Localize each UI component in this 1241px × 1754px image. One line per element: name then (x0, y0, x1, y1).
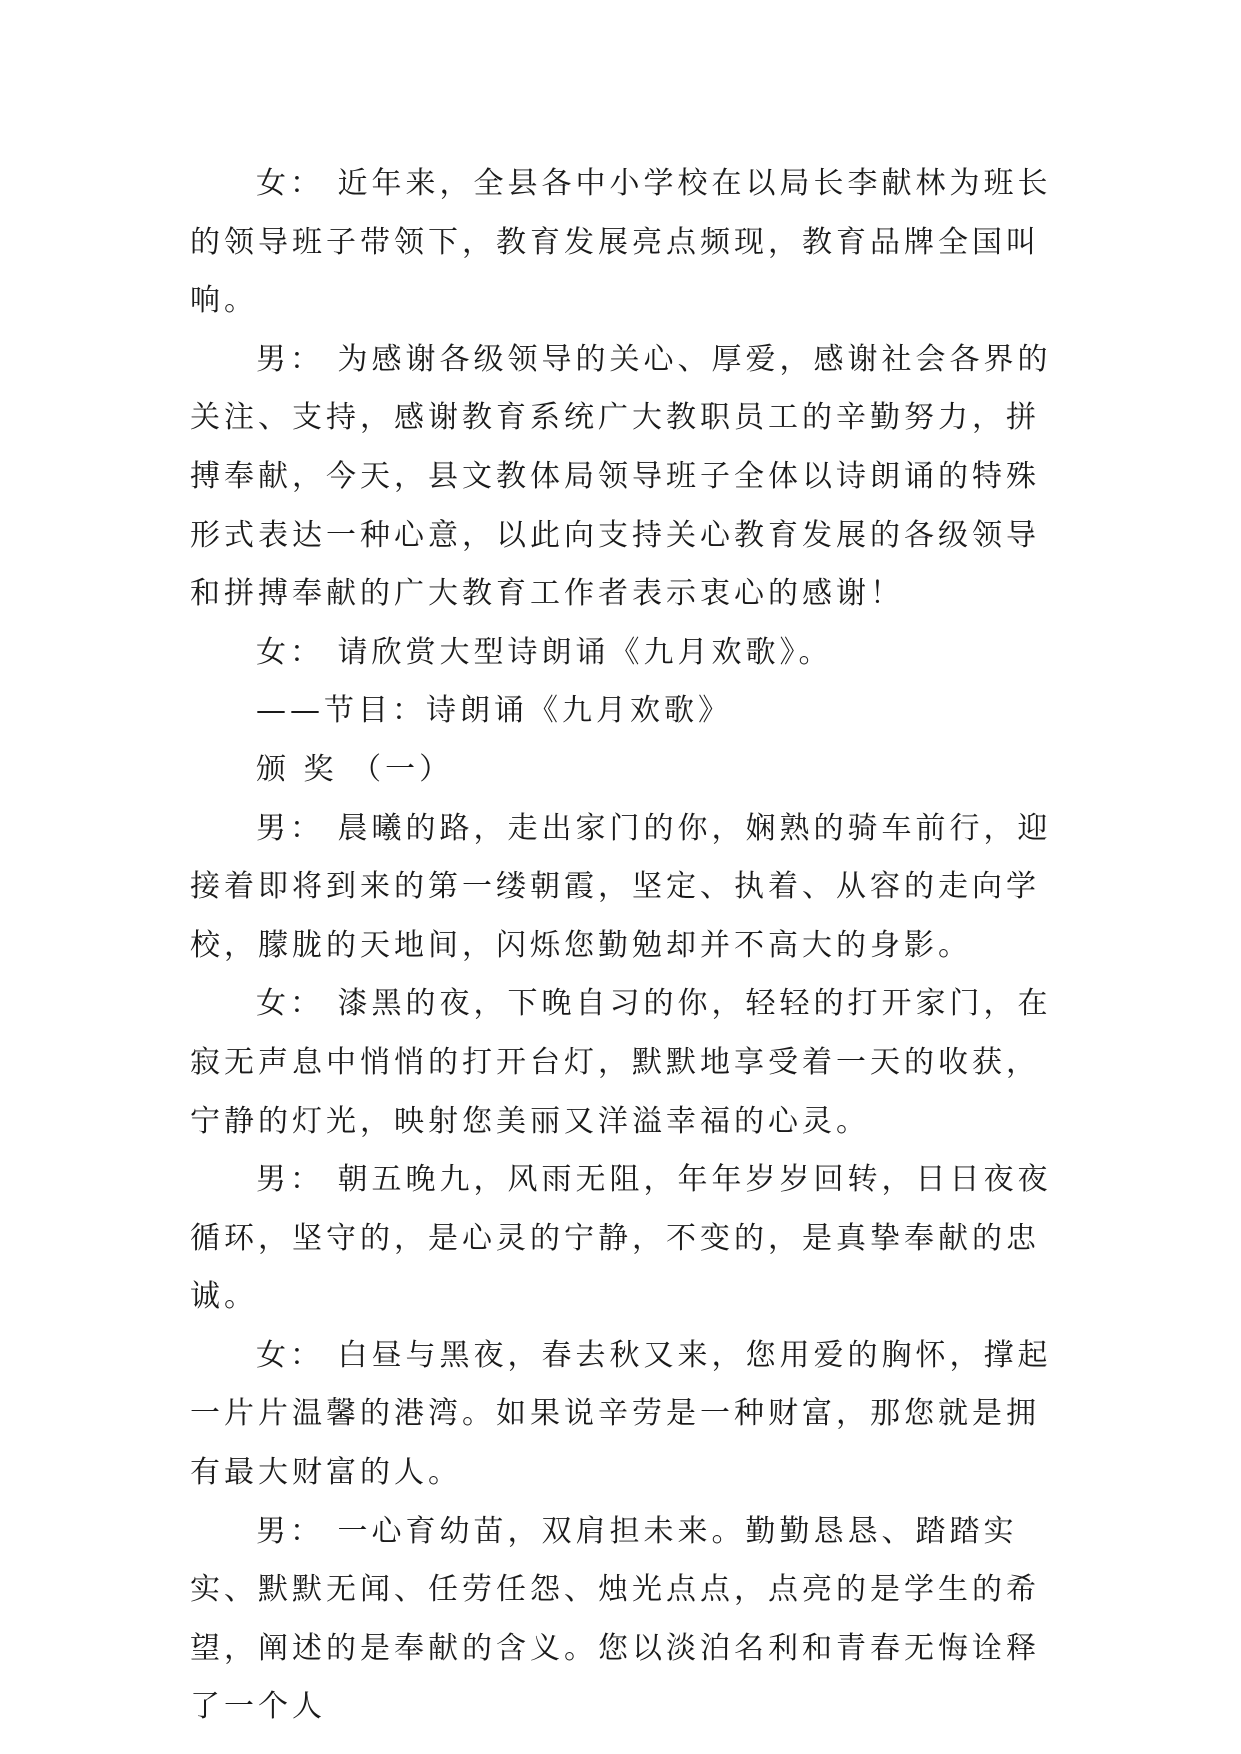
paragraph (190, 331, 1052, 624)
paragraph-text: 漆黑的夜，下晚自习的你，轻轻的打开家门，在寂无声息中悄悄的打开台灯，默默地享受着一天的收获，宁静的灯光，映射您美丽又洋溢幸福的心灵。 (190, 986, 1052, 1139)
document-page (190, 155, 1052, 1737)
paragraph-text: 一心育幼苗，双肩担未来。勤勤恳恳、踏踏实实、默默无闻、任劳任怨、烛光点点，点亮的是学生的希望，阐述的是奉献的含义。您以淡泊名利和青春无悔诠释了一个人 (190, 1513, 1040, 1725)
paragraph-text: 晨曦的路，走出家门的你，娴熟的骑车前行，迎接着即将到来的第一缕朝霞，坚定、执着、从容的走向学校，朦胧的天地间，闪烁您勤勉却并不高大的身影。 (190, 810, 1052, 963)
paragraph-text: 颁 奖 （一） (256, 751, 454, 787)
paragraph-text: 近年来，全县各中小学校在以局长李献林为班长的领导班子带领下，教育发展亮点频现，教育品牌全国叫响。 (190, 166, 1052, 319)
paragraph-text: 白昼与黑夜，春去秋又来，您用爱的胸怀，撑起一片片温馨的港湾。如果说辛劳是一种财富，那您就是拥有最大财富的人。 (190, 1337, 1052, 1491)
paragraph-text: 为感谢各级领导的关心、厚爱，感谢社会各界的关注、支持，感谢教育系统广大教职员工的辛勤努力，拼搏奉献，今天，县文教体局领导班子全体以诗朗诵的特殊形式表达一种心意，以此向支持关心教育发展的各级领导和拼搏奉献的广大教育工作者表示衷心的感谢！ (190, 341, 1052, 612)
paragraph-text: ——节目：诗朗诵《九月欢歌》 (256, 693, 732, 729)
speaker-label: 男： (256, 810, 324, 846)
speaker-label: 女： (256, 1337, 324, 1373)
program-line (190, 682, 1052, 741)
paragraph (190, 155, 1052, 331)
speaker-label: 男： (256, 1513, 324, 1549)
section-heading (190, 741, 1052, 800)
speaker-label: 男： (256, 1162, 324, 1198)
speaker-label: 女： (256, 166, 324, 201)
paragraph (190, 1151, 1052, 1327)
speaker-label: 女： (256, 634, 324, 670)
paragraph (190, 975, 1052, 1151)
paragraph (190, 800, 1052, 976)
paragraph (190, 1503, 1052, 1737)
paragraph-text: 请欣赏大型诗朗诵《九月欢歌》。 (324, 634, 833, 670)
speaker-label: 男： (256, 341, 324, 377)
paragraph (190, 624, 1052, 683)
paragraph (190, 1327, 1052, 1503)
paragraph-text: 朝五晚九，风雨无阻，年年岁岁回转，日日夜夜循环，坚守的，是心灵的宁静，不变的，是真挚奉献的忠诚。 (190, 1162, 1052, 1315)
speaker-label: 女： (256, 986, 324, 1022)
